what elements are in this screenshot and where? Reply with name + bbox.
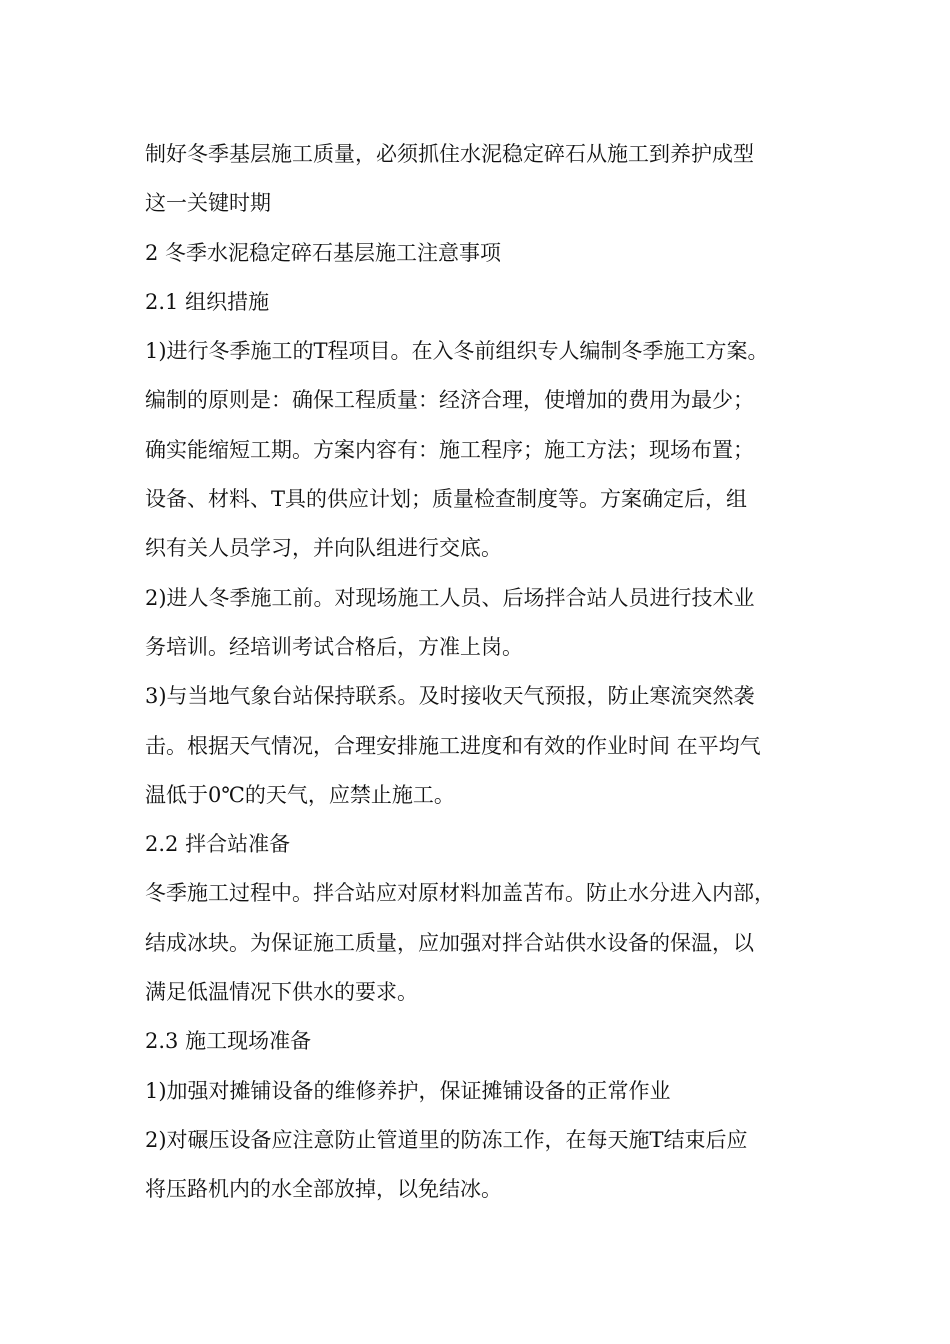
- body-text-line: 将压路机内的水全部放掉，以免结冰。: [145, 1177, 502, 1202]
- body-text-line: 1)进行冬季施工的T程项目。在入冬前组织专人编制冬季施工方案。: [145, 339, 769, 364]
- body-text-line: 制好冬季基层施工质量，必须抓住水泥稳定碎石从施工到养护成型: [145, 142, 754, 166]
- body-text-line: 织有关人员学习，并向队组进行交底。: [145, 536, 502, 561]
- body-text-line: 3)与当地气象台站保持联系。及时接收天气预报，防止寒流突然袭: [145, 684, 755, 709]
- body-text-line: 冬季施工过程中。拌合站应对原材料加盖苫布。防止水分进入内部，: [145, 881, 775, 906]
- subsection-heading: 2.2 拌合站准备: [145, 832, 291, 857]
- body-text-line: 击。根据天气情况，合理安排施工进度和有效的作业时间 在平均气: [145, 733, 761, 758]
- body-text-line: 编制的原则是：确保工程质量：经济合理，使增加的费用为最少；: [145, 388, 754, 413]
- section-heading: 2 冬季水泥稳定碎石基层施工注意事项: [145, 240, 502, 265]
- body-text-line: 2)对碾压设备应注意防止管道里的防冻工作，在每天施T结束后应: [145, 1127, 748, 1152]
- body-text-line: 这一关键时期: [145, 191, 271, 216]
- body-text-line: 确实能缩短工期。方案内容有：施工程序；施工方法；现场布置；: [145, 437, 754, 462]
- document-body: [145, 130, 825, 1215]
- body-text-line: 设备、材料、T具的供应计划；质量检查制度等。方案确定后，组: [145, 487, 748, 512]
- body-text-line: 2)进人冬季施工前。对现场施工人员、后场拌合站人员进行技术业: [145, 585, 755, 610]
- body-text-line: 1)加强对摊铺设备的维修养护，保证摊铺设备的正常作业: [145, 1078, 671, 1103]
- subsection-heading: 2.1 组织措施: [145, 289, 270, 314]
- subsection-heading: 2.3 施工现场准备: [145, 1029, 312, 1054]
- body-text-line: 结成冰块。为保证施工质量，应加强对拌合站供水设备的保温，以: [145, 930, 754, 955]
- body-text-line: 温低于0℃的天气，应禁止施工。: [145, 782, 455, 807]
- body-text-line: 满足低温情况下供水的要求。: [145, 980, 418, 1005]
- body-text-line: 务培训。经培训考试合格后，方准上岗。: [145, 634, 523, 659]
